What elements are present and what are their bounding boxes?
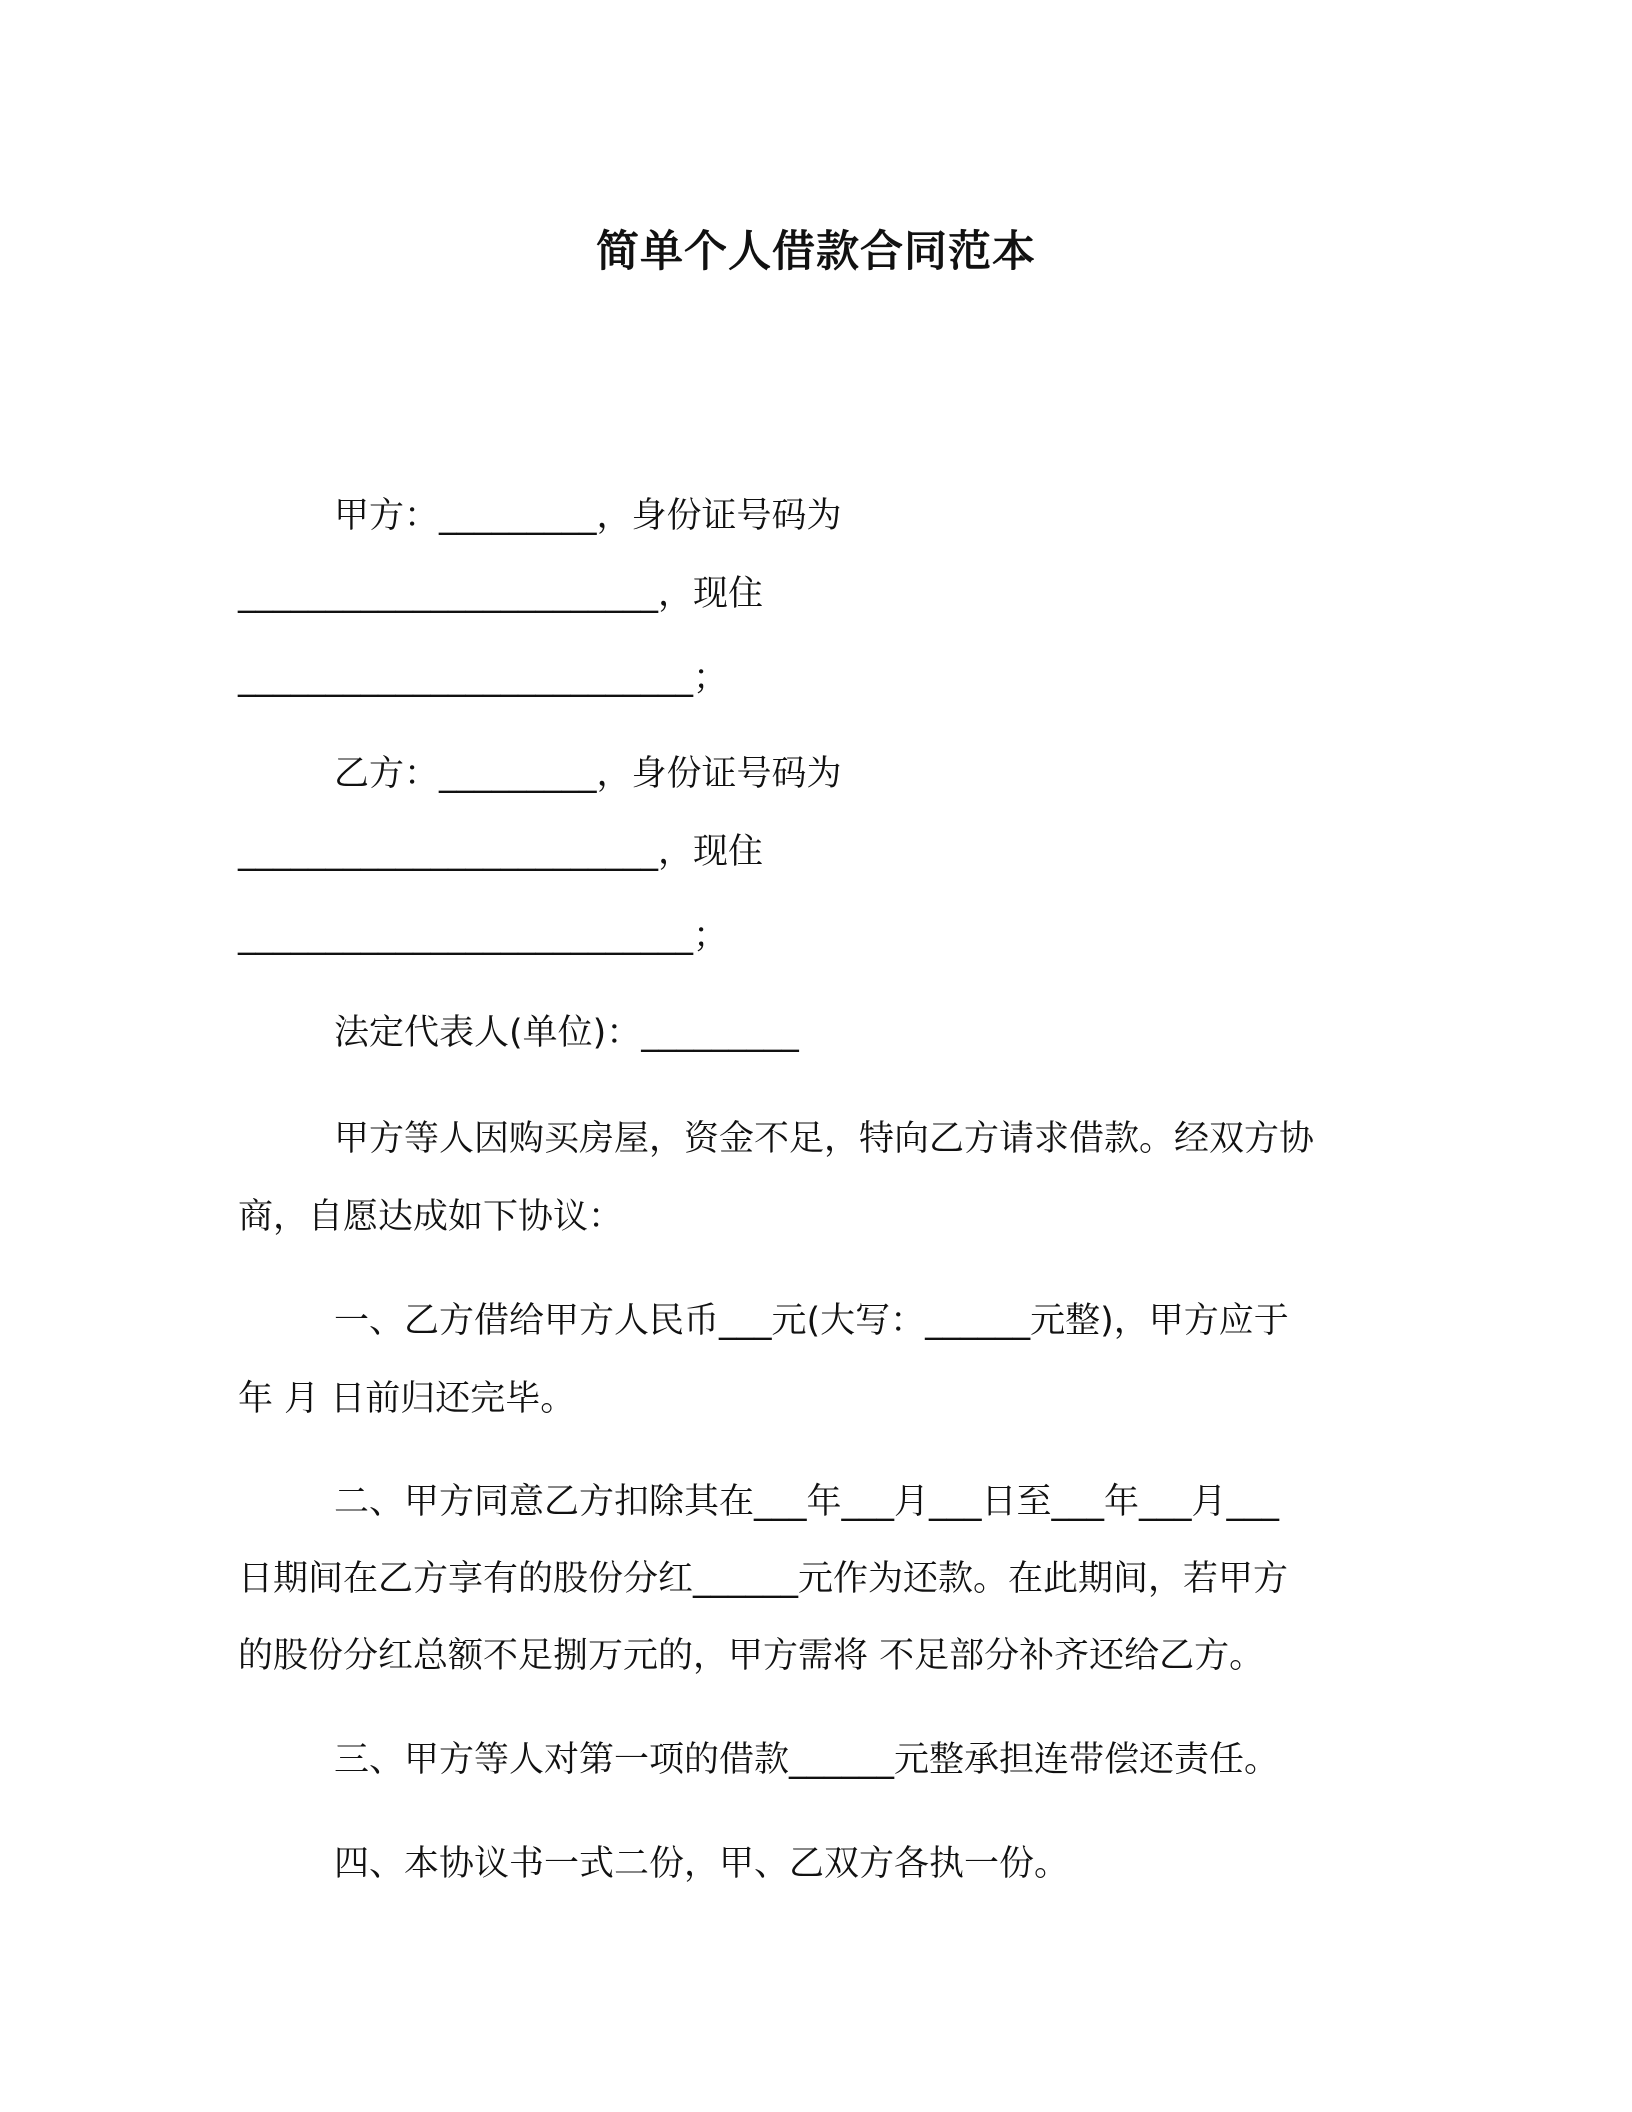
party-a-id-line: ________________________，现住 [238, 574, 764, 614]
legal-representative-line: 法定代表人(单位)：_________ [334, 1013, 799, 1053]
clause-1-line-1: 一、乙方借给甲方人民币___元(大写：______元整)，甲方应于 [334, 1301, 1289, 1341]
party-b-id-line: ________________________，现住 [238, 832, 764, 872]
preamble-line-2: 商，自愿达成如下协议： [238, 1197, 624, 1237]
party-b-address-line: __________________________； [238, 916, 729, 956]
preamble-line-1: 甲方等人因购买房屋，资金不足，特向乙方请求借款。经双方协 [334, 1119, 1315, 1159]
party-b-name-line: 乙方：_________，身份证号码为 [334, 754, 842, 794]
party-a-name-line: 甲方：_________，身份证号码为 [334, 496, 842, 536]
clause-2-line-3: 的股份分红总额不足捌万元的，甲方需将 不足部分补齐还给乙方。 [238, 1636, 1265, 1676]
clause-2-line-2: 日期间在乙方享有的股份分红______元作为还款。在此期间，若甲方 [238, 1559, 1289, 1599]
party-a-address-line: __________________________； [238, 658, 729, 698]
clause-3-line: 三、甲方等人对第一项的借款______元整承担连带偿还责任。 [334, 1740, 1280, 1780]
clause-1-line-2: 年 月 日前归还完毕。 [238, 1379, 576, 1419]
clause-4-line: 四、本协议书一式二份，甲、乙双方各执一份。 [334, 1844, 1070, 1884]
document-title: 简单个人借款合同范本 [596, 227, 1036, 277]
clause-2-line-1: 二、甲方同意乙方扣除其在___年___月___日至___年___月___ [334, 1482, 1280, 1522]
